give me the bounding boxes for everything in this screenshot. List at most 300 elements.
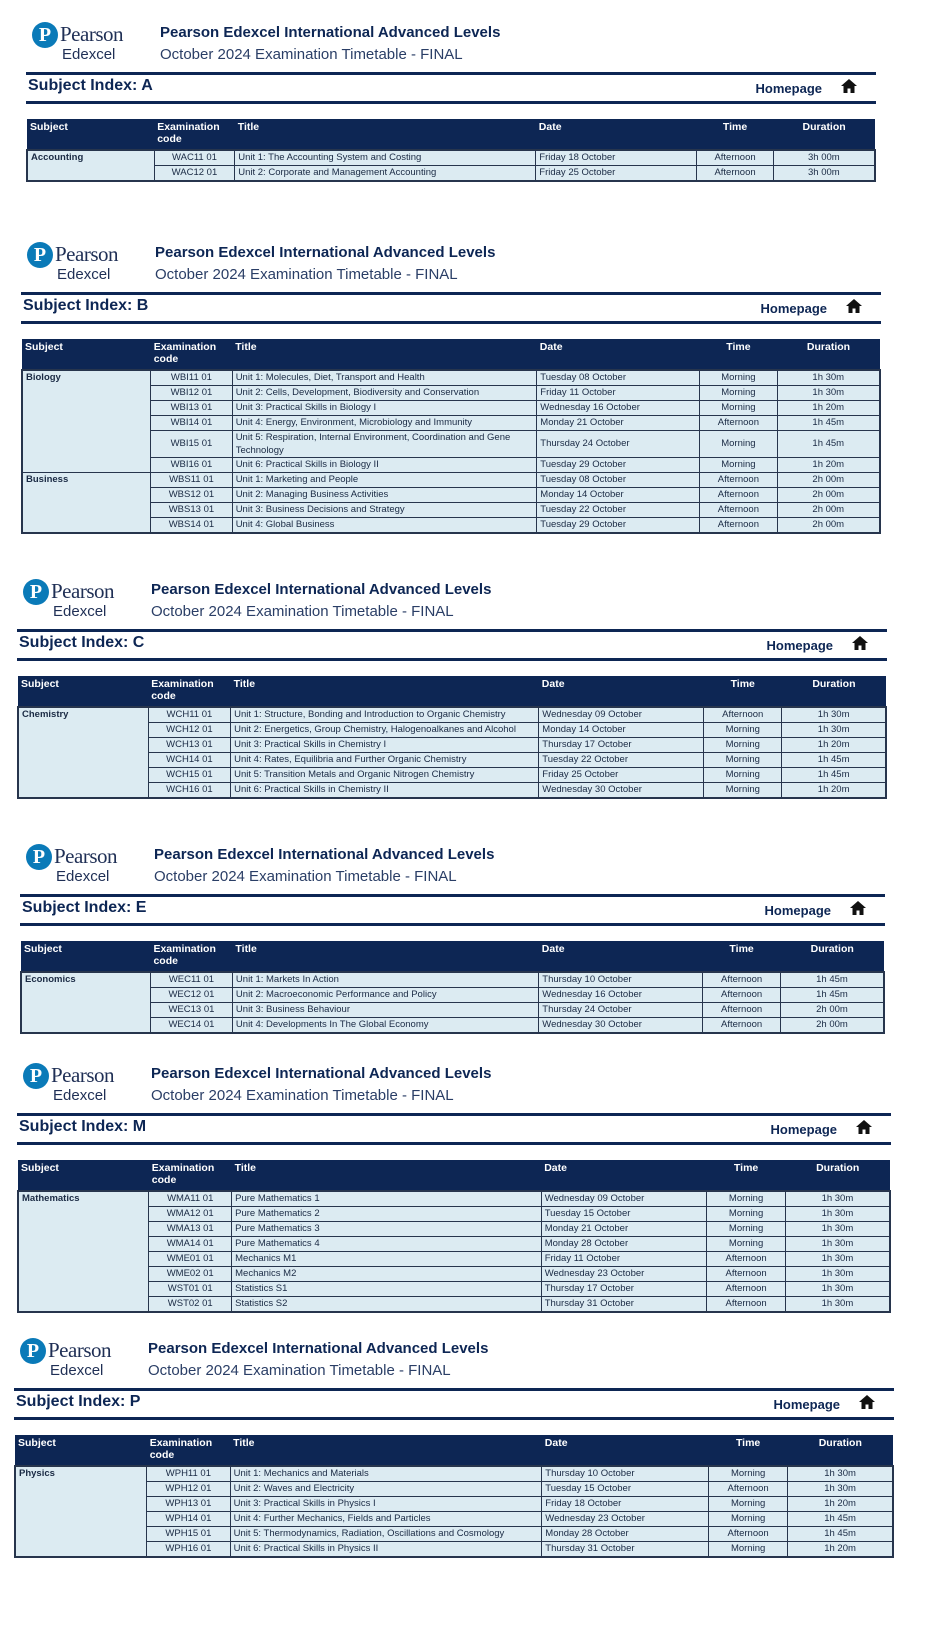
title-cell: Unit 1: Marketing and People: [232, 473, 537, 488]
time-cell: Afternoon: [709, 1482, 788, 1497]
column-header-duration: Duration: [785, 1160, 890, 1191]
home-icon[interactable]: [851, 635, 869, 651]
table-row: [18, 1297, 890, 1313]
table-row: [15, 1527, 893, 1542]
date-cell: Monday 14 October: [539, 723, 704, 738]
title-cell: Unit 2: Macroeconomic Performance and Policy: [232, 988, 538, 1003]
duration-cell: 1h 45m: [782, 768, 886, 783]
duration-cell: 1h 30m: [788, 1466, 893, 1482]
time-cell: Morning: [707, 1222, 785, 1237]
table-row: [22, 503, 880, 518]
date-cell: Thursday 24 October: [539, 1003, 703, 1018]
duration-cell: 2h 00m: [777, 518, 880, 534]
time-cell: Morning: [700, 458, 777, 473]
code-cell: WMA13 01: [149, 1222, 232, 1237]
page-header: [14, 1334, 894, 1384]
table-row: [22, 370, 880, 386]
duration-cell: 1h 45m: [780, 988, 884, 1003]
homepage-link[interactable]: Homepage: [760, 301, 827, 316]
table-body: [18, 1191, 890, 1312]
duration-cell: 1h 30m: [782, 707, 886, 723]
title-cell: Statistics S2: [232, 1297, 542, 1313]
title-cell: Unit 2: Corporate and Management Accounting: [235, 166, 536, 182]
homepage-link[interactable]: Homepage: [764, 903, 831, 918]
title-cell: Unit 1: Mechanics and Materials: [230, 1466, 542, 1482]
title-cell: Unit 4: Energy, Environment, Microbiology and Immunity: [232, 416, 537, 431]
table-row: [18, 768, 886, 783]
time-cell: Morning: [709, 1497, 788, 1512]
code-cell: WBS11 01: [151, 473, 233, 488]
date-cell: Monday 28 October: [542, 1527, 709, 1542]
code-cell: WMA14 01: [149, 1237, 232, 1252]
column-header-code: Examination code: [154, 119, 235, 150]
table-row: [18, 1207, 890, 1222]
index-bar: [17, 629, 887, 661]
title-cell: Unit 2: Energetics, Group Chemistry, Halogenoalkanes and Alcohol: [231, 723, 539, 738]
table-row: [21, 972, 884, 988]
time-cell: Afternoon: [700, 518, 777, 534]
table-row: [18, 1267, 890, 1282]
table-row: [21, 1003, 884, 1018]
code-cell: WCH13 01: [148, 738, 230, 753]
duration-cell: 1h 30m: [785, 1191, 890, 1207]
table-row: [18, 1222, 890, 1237]
duration-cell: 2h 00m: [777, 488, 880, 503]
document-title: Pearson Edexcel International Advanced Levels: [151, 1065, 492, 1082]
logo-sub: Edexcel: [50, 1362, 104, 1379]
date-cell: Tuesday 22 October: [537, 503, 700, 518]
code-cell: WPH12 01: [147, 1482, 230, 1497]
date-cell: Monday 14 October: [537, 488, 700, 503]
title-cell: Pure Mathematics 2: [232, 1207, 542, 1222]
subject-cell: Business: [22, 473, 151, 534]
index-title: Subject Index: M: [19, 1118, 147, 1135]
time-cell: Morning: [700, 431, 777, 458]
column-header-duration: Duration: [788, 1435, 893, 1466]
subject-cell: Chemistry: [18, 707, 148, 798]
table-row: [18, 783, 886, 799]
index-title: Subject Index: A: [28, 77, 153, 94]
column-header-code: Examination code: [150, 941, 232, 972]
home-icon[interactable]: [855, 1119, 873, 1135]
column-header-date: Date: [542, 1435, 709, 1466]
code-cell: WBI16 01: [151, 458, 233, 473]
timetable-table: [21, 339, 881, 534]
index-title: Subject Index: C: [19, 634, 145, 651]
code-cell: WMA12 01: [149, 1207, 232, 1222]
timetable-table: [20, 941, 885, 1034]
table-body: [18, 707, 886, 798]
table-row: [22, 473, 880, 488]
document-subtitle: October 2024 Examination Timetable - FINAL: [154, 868, 457, 885]
time-cell: Morning: [704, 783, 782, 799]
duration-cell: 1h 30m: [777, 370, 880, 386]
title-cell: Unit 4: Rates, Equilibria and Further Organic Chemistry: [231, 753, 539, 768]
duration-cell: 1h 30m: [785, 1282, 890, 1297]
table-header-row: [15, 1435, 893, 1466]
table-row: [22, 416, 880, 431]
subject-cell: Accounting: [27, 150, 154, 181]
document-subtitle: October 2024 Examination Timetable - FINAL: [160, 46, 463, 63]
table-row: [22, 458, 880, 473]
title-cell: Unit 2: Cells, Development, Biodiversity and Conservation: [232, 386, 537, 401]
table-row: [22, 386, 880, 401]
time-cell: Morning: [704, 753, 782, 768]
homepage-link[interactable]: Homepage: [770, 1122, 837, 1137]
title-cell: Unit 1: The Accounting System and Costing: [235, 150, 536, 166]
time-cell: Morning: [709, 1542, 788, 1558]
logo-word: Pearson: [55, 242, 118, 266]
title-cell: Mechanics M1: [232, 1252, 542, 1267]
duration-cell: 1h 30m: [788, 1482, 893, 1497]
homepage-link[interactable]: Homepage: [755, 81, 822, 96]
code-cell: WBS12 01: [151, 488, 233, 503]
date-cell: Friday 25 October: [539, 768, 704, 783]
duration-cell: 1h 30m: [785, 1237, 890, 1252]
time-cell: Afternoon: [700, 503, 777, 518]
document-subtitle: October 2024 Examination Timetable - FINAL: [151, 603, 454, 620]
column-header-date: Date: [539, 941, 703, 972]
title-cell: Unit 3: Practical Skills in Chemistry I: [231, 738, 539, 753]
time-cell: Morning: [700, 370, 777, 386]
code-cell: WEC12 01: [150, 988, 232, 1003]
title-cell: Unit 3: Practical Skills in Physics I: [230, 1497, 542, 1512]
title-cell: Unit 1: Structure, Bonding and Introduction to Organic Chemistry: [231, 707, 539, 723]
subject-index-section: [20, 840, 885, 1034]
column-header-subject: Subject: [18, 1160, 149, 1191]
logo-sub: Edexcel: [57, 266, 111, 283]
table-row: [18, 1282, 890, 1297]
time-cell: Afternoon: [707, 1267, 785, 1282]
code-cell: WST02 01: [149, 1297, 232, 1313]
time-cell: Morning: [704, 723, 782, 738]
table-row: [22, 518, 880, 534]
date-cell: Thursday 10 October: [539, 972, 703, 988]
index-bar: [20, 894, 885, 926]
logo-word: Pearson: [51, 579, 114, 603]
duration-cell: 1h 45m: [788, 1527, 893, 1542]
title-cell: Unit 1: Markets In Action: [232, 972, 538, 988]
date-cell: Tuesday 15 October: [542, 1482, 709, 1497]
title-cell: Pure Mathematics 3: [232, 1222, 542, 1237]
pearson-logo-icon: P: [27, 242, 53, 268]
column-header-duration: Duration: [782, 676, 886, 707]
title-cell: Unit 2: Waves and Electricity: [230, 1482, 542, 1497]
timetable-table: [17, 1160, 891, 1313]
column-header-time: Time: [700, 339, 777, 370]
code-cell: WPH15 01: [147, 1527, 230, 1542]
duration-cell: 2h 00m: [780, 1018, 884, 1034]
column-header-title: Title: [232, 941, 538, 972]
logo-word: Pearson: [48, 1338, 111, 1362]
time-cell: Afternoon: [709, 1527, 788, 1542]
title-cell: Unit 5: Thermodynamics, Radiation, Oscillations and Cosmology: [230, 1527, 542, 1542]
time-cell: Afternoon: [707, 1282, 785, 1297]
home-icon[interactable]: [840, 78, 858, 94]
code-cell: WBI11 01: [151, 370, 233, 386]
code-cell: WBI14 01: [151, 416, 233, 431]
table-row: [22, 488, 880, 503]
code-cell: WEC13 01: [150, 1003, 232, 1018]
code-cell: WST01 01: [149, 1282, 232, 1297]
duration-cell: 1h 20m: [788, 1497, 893, 1512]
table-row: [22, 401, 880, 416]
column-header-duration: Duration: [777, 339, 880, 370]
subject-cell: Biology: [22, 370, 151, 473]
code-cell: WEC11 01: [150, 972, 232, 988]
index-title: Subject Index: B: [23, 297, 149, 314]
code-cell: WBS13 01: [151, 503, 233, 518]
logo-word: Pearson: [51, 1063, 114, 1087]
column-header-subject: Subject: [22, 339, 151, 370]
pearson-logo-icon: P: [23, 579, 49, 605]
code-cell: WCH16 01: [148, 783, 230, 799]
code-cell: WCH15 01: [148, 768, 230, 783]
duration-cell: 1h 45m: [780, 972, 884, 988]
duration-cell: 1h 45m: [777, 416, 880, 431]
subject-index-section: [21, 238, 881, 534]
column-header-subject: Subject: [21, 941, 150, 972]
date-cell: Thursday 17 October: [541, 1282, 707, 1297]
date-cell: Thursday 31 October: [542, 1542, 709, 1558]
table-row: [15, 1482, 893, 1497]
subject-index-section: [17, 575, 887, 799]
table-body: [27, 150, 875, 181]
column-header-title: Title: [230, 1435, 542, 1466]
home-icon[interactable]: [858, 1394, 876, 1410]
duration-cell: 1h 20m: [782, 738, 886, 753]
title-cell: Unit 5: Transition Metals and Organic Nitrogen Chemistry: [231, 768, 539, 783]
column-header-duration: Duration: [780, 941, 884, 972]
code-cell: WME01 01: [149, 1252, 232, 1267]
page-header: [17, 1059, 891, 1109]
time-cell: Afternoon: [707, 1297, 785, 1313]
date-cell: Friday 25 October: [536, 166, 697, 182]
table-row: [15, 1497, 893, 1512]
logo-word: Pearson: [54, 844, 117, 868]
time-cell: Morning: [700, 401, 777, 416]
column-header-date: Date: [541, 1160, 707, 1191]
code-cell: WBI15 01: [151, 431, 233, 458]
table-row: [21, 988, 884, 1003]
table-header-row: [21, 941, 884, 972]
duration-cell: 1h 20m: [782, 783, 886, 799]
time-cell: Afternoon: [703, 988, 781, 1003]
date-cell: Wednesday 23 October: [541, 1267, 707, 1282]
table-row: [15, 1542, 893, 1558]
table-row: [27, 166, 875, 182]
column-header-time: Time: [697, 119, 773, 150]
time-cell: Morning: [707, 1191, 785, 1207]
code-cell: WAC11 01: [154, 150, 235, 166]
logo-word: Pearson: [60, 22, 123, 46]
date-cell: Wednesday 09 October: [539, 707, 704, 723]
table-row: [22, 431, 880, 458]
table-header-row: [18, 1160, 890, 1191]
time-cell: Afternoon: [697, 166, 773, 182]
date-cell: Tuesday 29 October: [537, 458, 700, 473]
document-title: Pearson Edexcel International Advanced Levels: [148, 1340, 489, 1357]
duration-cell: 1h 30m: [785, 1267, 890, 1282]
date-cell: Tuesday 22 October: [539, 753, 704, 768]
homepage-link[interactable]: Homepage: [773, 1397, 840, 1412]
title-cell: Pure Mathematics 4: [232, 1237, 542, 1252]
duration-cell: 1h 20m: [777, 458, 880, 473]
document-subtitle: October 2024 Examination Timetable - FINAL: [155, 266, 458, 283]
document-title: Pearson Edexcel International Advanced Levels: [154, 846, 495, 863]
title-cell: Unit 3: Practical Skills in Biology I: [232, 401, 537, 416]
column-header-subject: Subject: [18, 676, 148, 707]
duration-cell: 1h 20m: [777, 401, 880, 416]
index-bar: [26, 72, 876, 104]
date-cell: Tuesday 08 October: [537, 473, 700, 488]
date-cell: Wednesday 16 October: [537, 401, 700, 416]
page-header: [21, 238, 881, 288]
table-header-row: [22, 339, 880, 370]
table-header-row: [18, 676, 886, 707]
timetable-table: [17, 676, 887, 799]
code-cell: WMA11 01: [149, 1191, 232, 1207]
table-row: [18, 723, 886, 738]
table-row: [21, 1018, 884, 1034]
column-header-time: Time: [709, 1435, 788, 1466]
home-icon[interactable]: [845, 298, 863, 314]
time-cell: Afternoon: [703, 1003, 781, 1018]
table-row: [15, 1512, 893, 1527]
column-header-title: Title: [232, 1160, 542, 1191]
date-cell: Friday 11 October: [537, 386, 700, 401]
title-cell: Unit 3: Business Behaviour: [232, 1003, 538, 1018]
time-cell: Afternoon: [704, 707, 782, 723]
title-cell: Unit 1: Molecules, Diet, Transport and Health: [232, 370, 537, 386]
time-cell: Afternoon: [707, 1252, 785, 1267]
date-cell: Friday 18 October: [536, 150, 697, 166]
code-cell: WPH16 01: [147, 1542, 230, 1558]
date-cell: Monday 21 October: [541, 1222, 707, 1237]
home-icon[interactable]: [849, 900, 867, 916]
date-cell: Thursday 10 October: [542, 1466, 709, 1482]
time-cell: Morning: [709, 1512, 788, 1527]
code-cell: WPH13 01: [147, 1497, 230, 1512]
pearson-logo-icon: P: [26, 844, 52, 870]
date-cell: Monday 28 October: [541, 1237, 707, 1252]
code-cell: WBI13 01: [151, 401, 233, 416]
duration-cell: 1h 45m: [788, 1512, 893, 1527]
logo-sub: Edexcel: [56, 868, 110, 885]
column-header-date: Date: [539, 676, 704, 707]
index-bar: [17, 1113, 891, 1145]
code-cell: WPH14 01: [147, 1512, 230, 1527]
duration-cell: 1h 30m: [782, 723, 886, 738]
table-row: [18, 707, 886, 723]
index-bar: [14, 1388, 894, 1420]
date-cell: Thursday 31 October: [541, 1297, 707, 1313]
timetable-table: [14, 1435, 894, 1558]
duration-cell: 1h 30m: [785, 1252, 890, 1267]
table-row: [18, 1191, 890, 1207]
document-title: Pearson Edexcel International Advanced Levels: [151, 581, 492, 598]
duration-cell: 1h 30m: [785, 1297, 890, 1313]
column-header-code: Examination code: [151, 339, 233, 370]
time-cell: Afternoon: [700, 488, 777, 503]
table-body: [22, 370, 880, 533]
date-cell: Wednesday 30 October: [539, 1018, 703, 1034]
title-cell: Pure Mathematics 1: [232, 1191, 542, 1207]
time-cell: Morning: [704, 738, 782, 753]
logo-sub: Edexcel: [53, 603, 107, 620]
time-cell: Afternoon: [703, 1018, 781, 1034]
table-body: [21, 972, 884, 1033]
duration-cell: 2h 00m: [780, 1003, 884, 1018]
duration-cell: 1h 20m: [788, 1542, 893, 1558]
index-title: Subject Index: E: [22, 899, 147, 916]
date-cell: Thursday 17 October: [539, 738, 704, 753]
document-title: Pearson Edexcel International Advanced Levels: [155, 244, 496, 261]
column-header-title: Title: [232, 339, 537, 370]
title-cell: Unit 4: Further Mechanics, Fields and Particles: [230, 1512, 542, 1527]
table-row: [15, 1466, 893, 1482]
duration-cell: 2h 00m: [777, 503, 880, 518]
code-cell: WCH14 01: [148, 753, 230, 768]
code-cell: WCH12 01: [148, 723, 230, 738]
title-cell: Unit 4: Global Business: [232, 518, 537, 534]
page-header: [17, 575, 887, 625]
time-cell: Afternoon: [700, 416, 777, 431]
date-cell: Thursday 24 October: [537, 431, 700, 458]
column-header-code: Examination code: [147, 1435, 230, 1466]
document-subtitle: October 2024 Examination Timetable - FINAL: [151, 1087, 454, 1104]
column-header-duration: Duration: [773, 119, 875, 150]
index-title: Subject Index: P: [16, 1393, 141, 1410]
pearson-logo-icon: P: [20, 1338, 46, 1364]
code-cell: WAC12 01: [154, 166, 235, 182]
table-row: [18, 1237, 890, 1252]
title-cell: Statistics S1: [232, 1282, 542, 1297]
column-header-title: Title: [231, 676, 539, 707]
subject-index-section: [14, 1334, 894, 1558]
time-cell: Afternoon: [697, 150, 773, 166]
date-cell: Tuesday 15 October: [541, 1207, 707, 1222]
time-cell: Afternoon: [703, 972, 781, 988]
table-header-row: [27, 119, 875, 150]
date-cell: Friday 11 October: [541, 1252, 707, 1267]
code-cell: WCH11 01: [148, 707, 230, 723]
title-cell: Unit 6: Practical Skills in Chemistry II: [231, 783, 539, 799]
date-cell: Tuesday 08 October: [537, 370, 700, 386]
timetable-table: [26, 119, 876, 182]
duration-cell: 1h 30m: [785, 1207, 890, 1222]
date-cell: Monday 21 October: [537, 416, 700, 431]
subject-cell: Physics: [15, 1466, 147, 1557]
time-cell: Afternoon: [700, 473, 777, 488]
column-header-time: Time: [707, 1160, 785, 1191]
logo-sub: Edexcel: [62, 46, 116, 63]
date-cell: Wednesday 09 October: [541, 1191, 707, 1207]
page-header: [26, 18, 876, 68]
subject-index-section: [17, 1059, 891, 1313]
column-header-code: Examination code: [149, 1160, 232, 1191]
duration-cell: 1h 45m: [777, 431, 880, 458]
duration-cell: 1h 30m: [785, 1222, 890, 1237]
page-header: [20, 840, 885, 890]
title-cell: Mechanics M2: [232, 1267, 542, 1282]
time-cell: Morning: [709, 1466, 788, 1482]
duration-cell: 3h 00m: [773, 150, 875, 166]
date-cell: Wednesday 23 October: [542, 1512, 709, 1527]
duration-cell: 1h 30m: [777, 386, 880, 401]
code-cell: WEC14 01: [150, 1018, 232, 1034]
homepage-link[interactable]: Homepage: [766, 638, 833, 653]
